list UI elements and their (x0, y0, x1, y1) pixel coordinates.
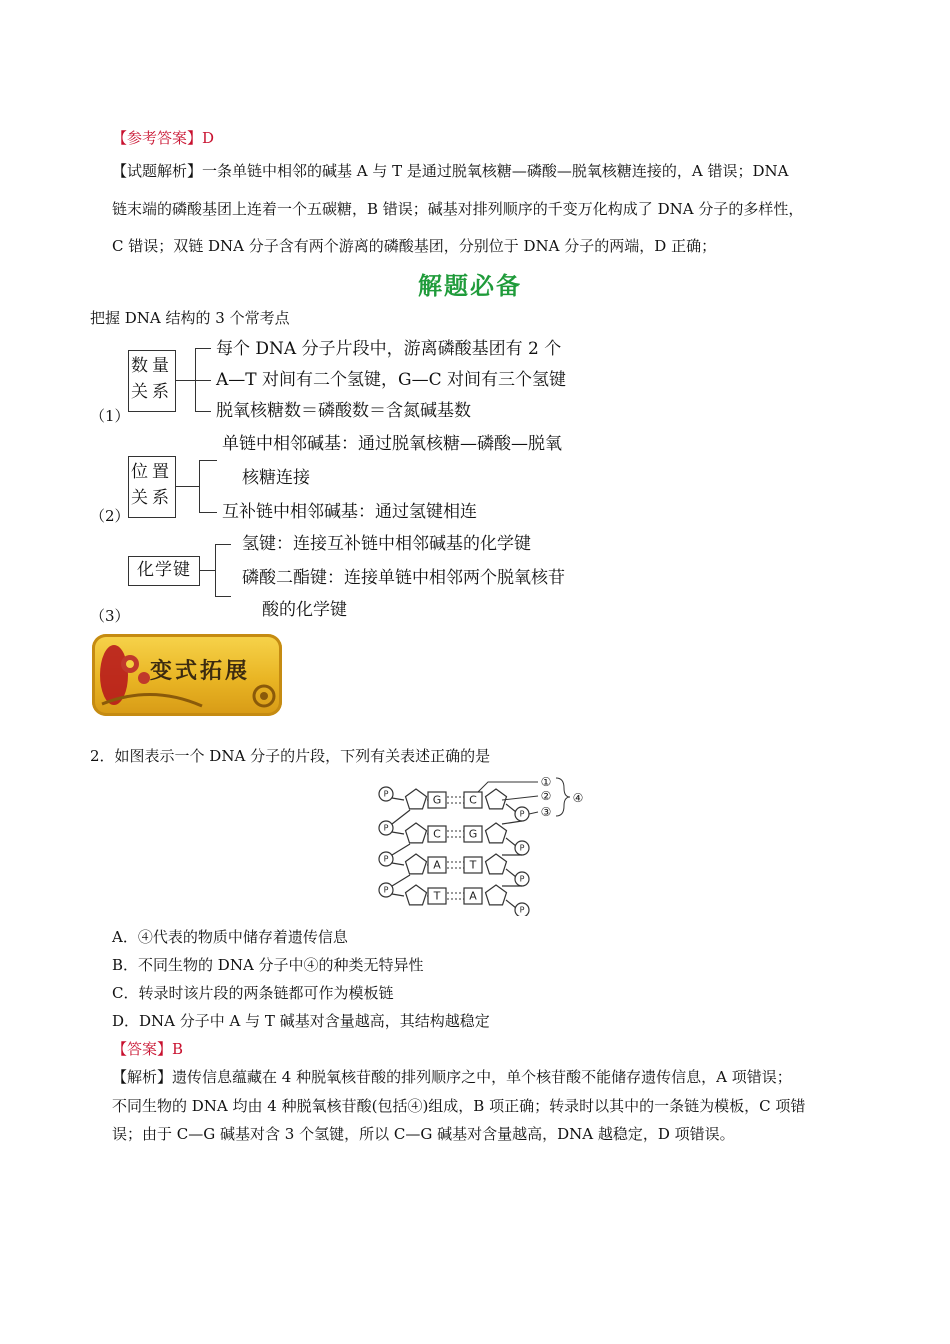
deoxyribose-mark (486, 823, 507, 843)
phosphate-label: P (519, 843, 525, 853)
box-line: 关系 (131, 382, 173, 402)
callout-brace (556, 778, 570, 816)
deoxyribose-mark (486, 885, 507, 905)
phosphate-label: P (519, 809, 525, 819)
diagram-2-item: 互补链中相邻碱基：通过氢键相连 (222, 502, 477, 522)
deoxyribose-mark (406, 854, 427, 874)
diagram-2-item: 单链中相邻碱基：通过脱氧核糖—磷酸—脱氧 (222, 434, 562, 454)
phosphate-label: P (519, 874, 525, 884)
diagram-2-number: （2） (90, 507, 130, 525)
intro-text: 把握 DNA 结构的 3 个常考点 (90, 309, 290, 327)
left-base-label: A (433, 858, 441, 872)
option-b: B．不同生物的 DNA 分子中④的种类无特异性 (112, 956, 424, 974)
question-text: 2．如图表示一个 DNA 分子的片段，下列有关表述正确的是 (90, 747, 491, 765)
option-d: D．DNA 分子中 A 与 T 碱基对含量越高，其结构越稳定 (112, 1012, 490, 1030)
phosphate-label: P (383, 789, 389, 799)
phosphate-label: P (383, 854, 389, 864)
right-base-label: A (469, 889, 477, 903)
diagram-3-item: 氢键：连接互补链中相邻碱基的化学键 (242, 534, 531, 554)
diagram-1-number: （1） (90, 407, 130, 425)
diagram-1-box (128, 350, 176, 412)
option-a: A．④代表的物质中储存着遗传信息 (112, 928, 348, 946)
analysis-label: 【解析】 (112, 1068, 173, 1086)
diagram-3-box (128, 556, 200, 586)
analysis-text: 一条单链中相邻的碱基 A 与 T 是通过脱氧核糖—磷酸—脱氧核糖连接的，A 错误；DNA (202, 162, 789, 180)
phosphate-label: P (519, 905, 525, 915)
answer-label: 【答案】 (112, 1040, 173, 1058)
left-base-label: T (433, 889, 441, 903)
diagram-1-item: 脱氧核糖数＝磷酸数＝含氮碱基数 (216, 401, 471, 421)
callout-4: ④ (572, 791, 584, 805)
answer-value: D (202, 129, 215, 147)
deoxyribose-mark (486, 854, 507, 874)
variant-extension-banner (92, 634, 282, 716)
diagram-1-item: A—T 对间有二个氢键，G—C 对间有三个氢键 (216, 370, 567, 390)
deoxyribose-mark (406, 789, 427, 809)
option-c: C．转录时该片段的两条链都可作为模板链 (112, 984, 394, 1002)
diagram-2-item: 核糖连接 (242, 468, 310, 488)
callout-1: ① (540, 775, 552, 789)
phosphate-label: P (383, 823, 389, 833)
analysis-2-line-3: 误；由于 C—G 碱基对含 3 个氢键，所以 C—G 碱基对含量越高，DNA 越稳定，D 项错误。 (112, 1125, 735, 1143)
deoxyribose-mark (486, 789, 507, 809)
analysis-2-line-2: 不同生物的 DNA 均由 4 种脱氧核苷酸(包括④)组成，B 项正确；转录时以其中的一条链为模板，C 项错 (112, 1097, 806, 1115)
analysis-line-2: 链末端的磷酸基团上连着一个五碳糖，B 错误；碱基对排列顺序的千变万化构成了 DNA 分子的多样性， (112, 200, 804, 218)
right-base-label: C (469, 793, 477, 807)
analysis-text: 遗传信息蕴藏在 4 种脱氧核苷酸的排列顺序之中，单个核苷酸不能储存遗传信息，A 项错误； (172, 1068, 792, 1086)
answer-value: B (172, 1040, 184, 1058)
right-base-label: G (468, 827, 478, 841)
diagram-3-item: 酸的化学键 (262, 600, 347, 620)
left-base-label: C (433, 827, 441, 841)
phosphate-label: P (383, 885, 389, 895)
answer-line-2 (112, 1039, 183, 1059)
answer-label: 【参考答案】 (112, 129, 203, 147)
callout-3: ③ (540, 805, 552, 819)
left-base-label: G (432, 793, 442, 807)
deoxyribose-mark (406, 823, 427, 843)
box-line: 位置 (131, 462, 173, 482)
answer-line-1 (112, 128, 214, 148)
right-base-label: T (469, 858, 477, 872)
analysis-line-3: C 错误；双链 DNA 分子含有两个游离的磷酸基团，分别位于 DNA 分子的两端，D 正确； (112, 237, 717, 255)
box-line: 关系 (131, 488, 173, 508)
callout-2: ② (540, 789, 552, 803)
analysis-line-1 (112, 161, 789, 181)
diagram-3-item: 磷酸二酯键：连接单链中相邻两个脱氧核苷 (242, 568, 565, 588)
analysis-label: 【试题解析】 (112, 162, 203, 180)
deoxyribose-mark (406, 885, 427, 905)
diagram-1-item: 每个 DNA 分子片段中，游离磷酸基团有 2 个 (216, 339, 562, 359)
analysis-2-line-1 (112, 1067, 792, 1087)
box-line: 化学键 (137, 560, 191, 580)
diagram-2-box (128, 456, 176, 518)
section-title: 解题必备 (418, 272, 522, 300)
box-line: 数量 (131, 356, 173, 376)
dna-segment-figure (370, 774, 585, 916)
diagram-3-number: （3） (90, 607, 130, 625)
banner-title: 变式拓展 (150, 658, 251, 684)
